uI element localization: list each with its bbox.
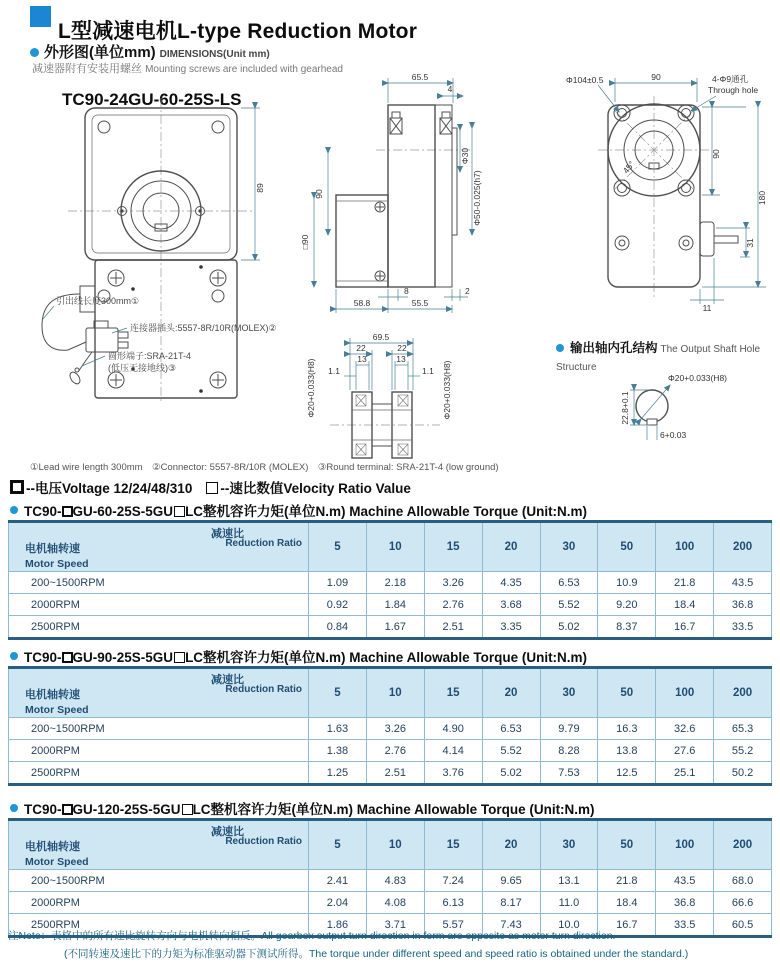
output-hole-heading-en: The Output Shaft Hole Structure xyxy=(556,344,761,373)
motor-speed-cell: 2000RPM xyxy=(9,594,309,616)
motor-speed-label-en: Motor Speed xyxy=(25,558,89,570)
torque-table-90 xyxy=(8,666,772,786)
corner-header-cell xyxy=(9,522,309,572)
dimensions-heading-cn: 外形图(单位mm) xyxy=(44,44,156,61)
torque-value-cell: 2.04 xyxy=(309,892,367,914)
bullet-icon xyxy=(10,804,18,812)
dim-8: 8 xyxy=(404,286,409,296)
bullet-icon xyxy=(10,652,18,660)
torque-value-cell: 1.84 xyxy=(366,594,424,616)
header-row xyxy=(9,522,772,572)
torque-value-cell: 9.65 xyxy=(482,870,540,892)
bullet-icon xyxy=(10,506,18,514)
output-hole-heading-cn: 输出轴内孔结构 xyxy=(570,341,658,355)
voltage-box-icon xyxy=(62,652,73,663)
torque-value-cell: 2.18 xyxy=(366,572,424,594)
torque-value-cell: 27.6 xyxy=(656,740,714,762)
torque-value-cell: 16.7 xyxy=(598,914,656,937)
dimensions-heading xyxy=(30,41,270,62)
ratio-column-header: 30 xyxy=(540,522,598,572)
torque-value-cell: 2.41 xyxy=(309,870,367,892)
torque-value-cell: 7.53 xyxy=(540,762,598,785)
torque-value-cell: 3.26 xyxy=(366,718,424,740)
torque-value-cell: 4.14 xyxy=(424,740,482,762)
voltage-box-icon xyxy=(10,480,24,494)
torque-value-cell: 0.84 xyxy=(309,616,367,639)
torque-value-cell: 2.76 xyxy=(424,594,482,616)
torque-value-cell: 5.02 xyxy=(540,616,598,639)
torque-value-cell: 43.5 xyxy=(714,572,772,594)
ratio-column-header: 200 xyxy=(714,668,772,718)
motor-speed-cell: 2500RPM xyxy=(9,914,309,937)
bullet-icon xyxy=(556,344,564,352)
torque-value-cell: 1.09 xyxy=(309,572,367,594)
torque-value-cell: 66.6 xyxy=(714,892,772,914)
torque-value-cell: 1.67 xyxy=(366,616,424,639)
dimensions-heading-en: DIMENSIONS(Unit mm) xyxy=(159,49,270,60)
symbol-legend xyxy=(10,477,411,497)
torque-value-cell: 2.76 xyxy=(366,740,424,762)
motor-speed-cell: 2500RPM xyxy=(9,616,309,639)
torque-value-cell: 3.68 xyxy=(482,594,540,616)
dim-phi20-left: Φ20+0.033(H8) xyxy=(306,358,316,418)
ratio-column-header: 20 xyxy=(482,522,540,572)
model-number: TC90-24GU-60-25S-LS xyxy=(62,90,242,109)
dim-phi20-right: Φ20+0.033(H8) xyxy=(442,360,452,420)
torque-value-cell: 21.8 xyxy=(598,870,656,892)
table-row xyxy=(9,892,772,914)
table-row xyxy=(9,594,772,616)
torque-value-cell: 4.08 xyxy=(366,892,424,914)
torque-value-cell: 18.4 xyxy=(656,594,714,616)
dim-55-5: 55.5 xyxy=(411,298,429,308)
ratio-column-header: 200 xyxy=(714,820,772,870)
table-row xyxy=(9,572,772,594)
table-row xyxy=(9,740,772,762)
torque-value-cell: 3.26 xyxy=(424,572,482,594)
ratio-column-header: 5 xyxy=(309,522,367,572)
output-hole-drawing xyxy=(620,373,727,440)
torque-value-cell: 1.38 xyxy=(309,740,367,762)
dim-2: 2 xyxy=(465,286,470,296)
legend-ratio: --速比数值Velocity Ratio Value xyxy=(220,481,411,496)
torque-table-120 xyxy=(8,818,772,938)
label-round-terminal: 圆形端子:SRA-21T-4 xyxy=(108,351,192,361)
ratio-column-header: 15 xyxy=(424,522,482,572)
torque-value-cell: 43.5 xyxy=(656,870,714,892)
torque-value-cell: 68.0 xyxy=(714,870,772,892)
torque-value-cell: 5.52 xyxy=(540,594,598,616)
table-row xyxy=(9,762,772,785)
torque-value-cell: 9.79 xyxy=(540,718,598,740)
dim-89: 89 xyxy=(255,183,265,193)
dim-22-right: 22 xyxy=(397,343,407,353)
torque-value-cell: 50.2 xyxy=(714,762,772,785)
drawing-footnotes: ①Lead wire length 300mm ②Connector: 5557-8R/10R (MOLEX) ③Round terminal: SRA-21T-4 (low ground) xyxy=(30,462,499,473)
dimension-drawings xyxy=(0,70,780,462)
motor-speed-cell: 2000RPM xyxy=(9,740,309,762)
ratio-box-icon xyxy=(206,482,218,494)
ratio-column-header: 10 xyxy=(366,522,424,572)
bullet-icon xyxy=(30,48,39,57)
dim-90-right: 90 xyxy=(711,149,721,159)
torque-value-cell: 36.8 xyxy=(656,892,714,914)
torque-value-cell: 1.86 xyxy=(309,914,367,937)
torque-value-cell: 1.25 xyxy=(309,762,367,785)
motor-speed-label-cn: 电机轴转速 xyxy=(25,543,80,555)
voltage-box-icon xyxy=(62,506,73,517)
back-view-drawing xyxy=(566,72,767,313)
torque-value-cell: 8.17 xyxy=(482,892,540,914)
motor-speed-cell: 2000RPM xyxy=(9,892,309,914)
torque-value-cell: 11.0 xyxy=(540,892,598,914)
voltage-box-icon xyxy=(62,804,73,815)
dim-90-top: 90 xyxy=(651,72,661,82)
side-view-drawing xyxy=(300,72,482,313)
legend-voltage: --电压Voltage 12/24/48/310 xyxy=(26,481,193,496)
ratio-column-header: 100 xyxy=(656,820,714,870)
dim-key-6: 6+0.03 xyxy=(660,430,687,440)
table-row xyxy=(9,870,772,892)
torque-value-cell: 2.51 xyxy=(424,616,482,639)
ratio-column-header: 20 xyxy=(482,820,540,870)
output-hole-heading xyxy=(556,338,780,375)
ratio-column-header: 5 xyxy=(309,668,367,718)
torque-value-cell: 6.53 xyxy=(540,572,598,594)
label-through-hole-cn: 4-Φ9通孔 xyxy=(712,74,749,84)
dim-hole-phi20: Φ20+0.033(H8) xyxy=(668,373,727,383)
ratio-column-header: 100 xyxy=(656,668,714,718)
dim-sq90: □90 xyxy=(300,234,310,250)
dim-phi30: Φ30 xyxy=(460,147,470,165)
reduction-ratio-label-en: Reduction Ratio xyxy=(225,538,302,549)
ratio-column-header: 50 xyxy=(598,522,656,572)
motor-speed-cell: 200~1500RPM xyxy=(9,718,309,740)
dim-65-5: 65.5 xyxy=(411,72,429,82)
torque-value-cell: 5.57 xyxy=(424,914,482,937)
motor-speed-cell: 200~1500RPM xyxy=(9,572,309,594)
ratio-column-header: 15 xyxy=(424,668,482,718)
torque-value-cell: 2.51 xyxy=(366,762,424,785)
front-view-drawing xyxy=(42,98,277,402)
torque-value-cell: 7.43 xyxy=(482,914,540,937)
ratio-column-header: 10 xyxy=(366,820,424,870)
dim-90-center: 90 xyxy=(314,189,324,199)
ratio-box-icon xyxy=(174,506,185,517)
torque-value-cell: 12.5 xyxy=(598,762,656,785)
page-title: L型减速电机L-type Reduction Motor xyxy=(58,20,418,44)
corner-header-cell: 减速比 Reduction Ratio 电机轴转速 Motor Speed xyxy=(9,820,309,870)
ratio-column-header: 10 xyxy=(366,668,424,718)
torque-value-cell: 55.2 xyxy=(714,740,772,762)
dim-phi50: Φ50-0.025(h7) xyxy=(472,170,482,226)
header-row xyxy=(9,820,772,870)
torque-value-cell: 60.5 xyxy=(714,914,772,937)
note-line-1: 注Note：表格中的所有速比旋转方向与电机转向相反。All gearbox output turn direction in form are opposite as motor turn direction. xyxy=(8,930,616,942)
dim-phi104: Φ104±0.5 xyxy=(566,75,604,85)
torque-value-cell: 3.76 xyxy=(424,762,482,785)
torque-value-cell: 5.02 xyxy=(482,762,540,785)
ratio-box-icon xyxy=(182,804,193,815)
dim-13-right: 13 xyxy=(396,354,406,364)
torque-value-cell: 3.71 xyxy=(366,914,424,937)
torque-value-cell: 8.28 xyxy=(540,740,598,762)
dim-22-8: 22.8+0.1 xyxy=(620,391,630,425)
ratio-column-header: 20 xyxy=(482,668,540,718)
dim-45deg: 45° xyxy=(620,159,637,176)
torque-value-cell: 6.53 xyxy=(482,718,540,740)
torque-value-cell: 7.24 xyxy=(424,870,482,892)
torque-value-cell: 65.3 xyxy=(714,718,772,740)
dimensions-sub-cn: 减速器附有安装用螺丝 xyxy=(32,63,142,75)
table-row xyxy=(9,616,772,639)
torque-value-cell: 4.35 xyxy=(482,572,540,594)
dimensions-sub-en: Mounting screws are included with gearhead xyxy=(145,64,343,75)
dim-4: 4 xyxy=(447,84,453,94)
torque-value-cell: 18.4 xyxy=(598,892,656,914)
torque-value-cell: 4.90 xyxy=(424,718,482,740)
dim-11: 11 xyxy=(702,303,712,313)
torque-value-cell: 33.5 xyxy=(714,616,772,639)
ratio-column-header: 50 xyxy=(598,668,656,718)
torque-value-cell: 13.1 xyxy=(540,870,598,892)
table3-title: TC90- GU-120-25S-5GU LC整机容许力矩(单位N.m) Machine Allowable Torque (Unit:N.m) xyxy=(10,798,595,818)
torque-value-cell: 5.52 xyxy=(482,740,540,762)
dim-1-1-left: 1.1 xyxy=(328,366,340,376)
torque-value-cell: 21.8 xyxy=(656,572,714,594)
motor-speed-cell: 2500RPM xyxy=(9,762,309,785)
dim-69-5: 69.5 xyxy=(372,332,390,342)
dim-13-left: 13 xyxy=(357,354,367,364)
reduction-ratio-label-cn: 减速比 xyxy=(211,528,244,540)
torque-table-60 xyxy=(8,520,772,640)
torque-value-cell: 32.6 xyxy=(656,718,714,740)
dim-180: 180 xyxy=(757,190,767,206)
torque-value-cell: 36.8 xyxy=(714,594,772,616)
label-connector: 连接器插头:5557-8R/10R(MOLEX)② xyxy=(130,323,277,333)
motor-speed-cell: 200~1500RPM xyxy=(9,870,309,892)
table1-title: TC90- GU-60-25S-5GU LC整机容许力矩(单位N.m) Machine Allowable Torque (Unit:N.m) xyxy=(10,500,587,520)
table-row xyxy=(9,718,772,740)
torque-value-cell: 1.63 xyxy=(309,718,367,740)
note-line-2: (不同转速及速比下的力矩为标准驱动器下测试所得。The torque under different speed and speed ratio is obtained under the standard.) xyxy=(64,948,689,960)
ratio-column-header: 100 xyxy=(656,522,714,572)
ratio-column-header: 200 xyxy=(714,522,772,572)
ratio-column-header: 15 xyxy=(424,820,482,870)
torque-value-cell: 16.7 xyxy=(656,616,714,639)
corner-header-cell: 减速比 Reduction Ratio 电机轴转速 Motor Speed xyxy=(9,668,309,718)
ratio-box-icon xyxy=(174,652,185,663)
label-through-hole-en: Through hole xyxy=(708,85,759,95)
torque-value-cell: 10.9 xyxy=(598,572,656,594)
torque-value-cell: 33.5 xyxy=(656,914,714,937)
dim-58-8: 58.8 xyxy=(353,298,371,308)
header-row xyxy=(9,668,772,718)
title-square-icon xyxy=(30,6,51,27)
table2-title: TC90- GU-90-25S-5GU LC整机容许力矩(单位N.m) Machine Allowable Torque (Unit:N.m) xyxy=(10,646,587,666)
dim-22-left: 22 xyxy=(356,343,366,353)
label-lead-wire: 引出线长度300mm① xyxy=(56,296,140,306)
torque-value-cell: 6.13 xyxy=(424,892,482,914)
label-round-terminal-2: (低压无接地线)③ xyxy=(108,363,177,373)
torque-value-cell: 13.8 xyxy=(598,740,656,762)
torque-value-cell: 16.3 xyxy=(598,718,656,740)
torque-value-cell: 25.1 xyxy=(656,762,714,785)
dim-1-1-right: 1.1 xyxy=(422,366,434,376)
ratio-column-header: 50 xyxy=(598,820,656,870)
torque-value-cell: 10.0 xyxy=(540,914,598,937)
torque-value-cell: 8.37 xyxy=(598,616,656,639)
torque-value-cell: 9.20 xyxy=(598,594,656,616)
dim-31: 31 xyxy=(745,238,755,248)
shaft-section-drawing xyxy=(306,332,452,458)
ratio-column-header: 30 xyxy=(540,668,598,718)
ratio-column-header: 5 xyxy=(309,820,367,870)
ratio-column-header: 30 xyxy=(540,820,598,870)
torque-value-cell: 0.92 xyxy=(309,594,367,616)
torque-value-cell: 4.83 xyxy=(366,870,424,892)
torque-value-cell: 3.35 xyxy=(482,616,540,639)
